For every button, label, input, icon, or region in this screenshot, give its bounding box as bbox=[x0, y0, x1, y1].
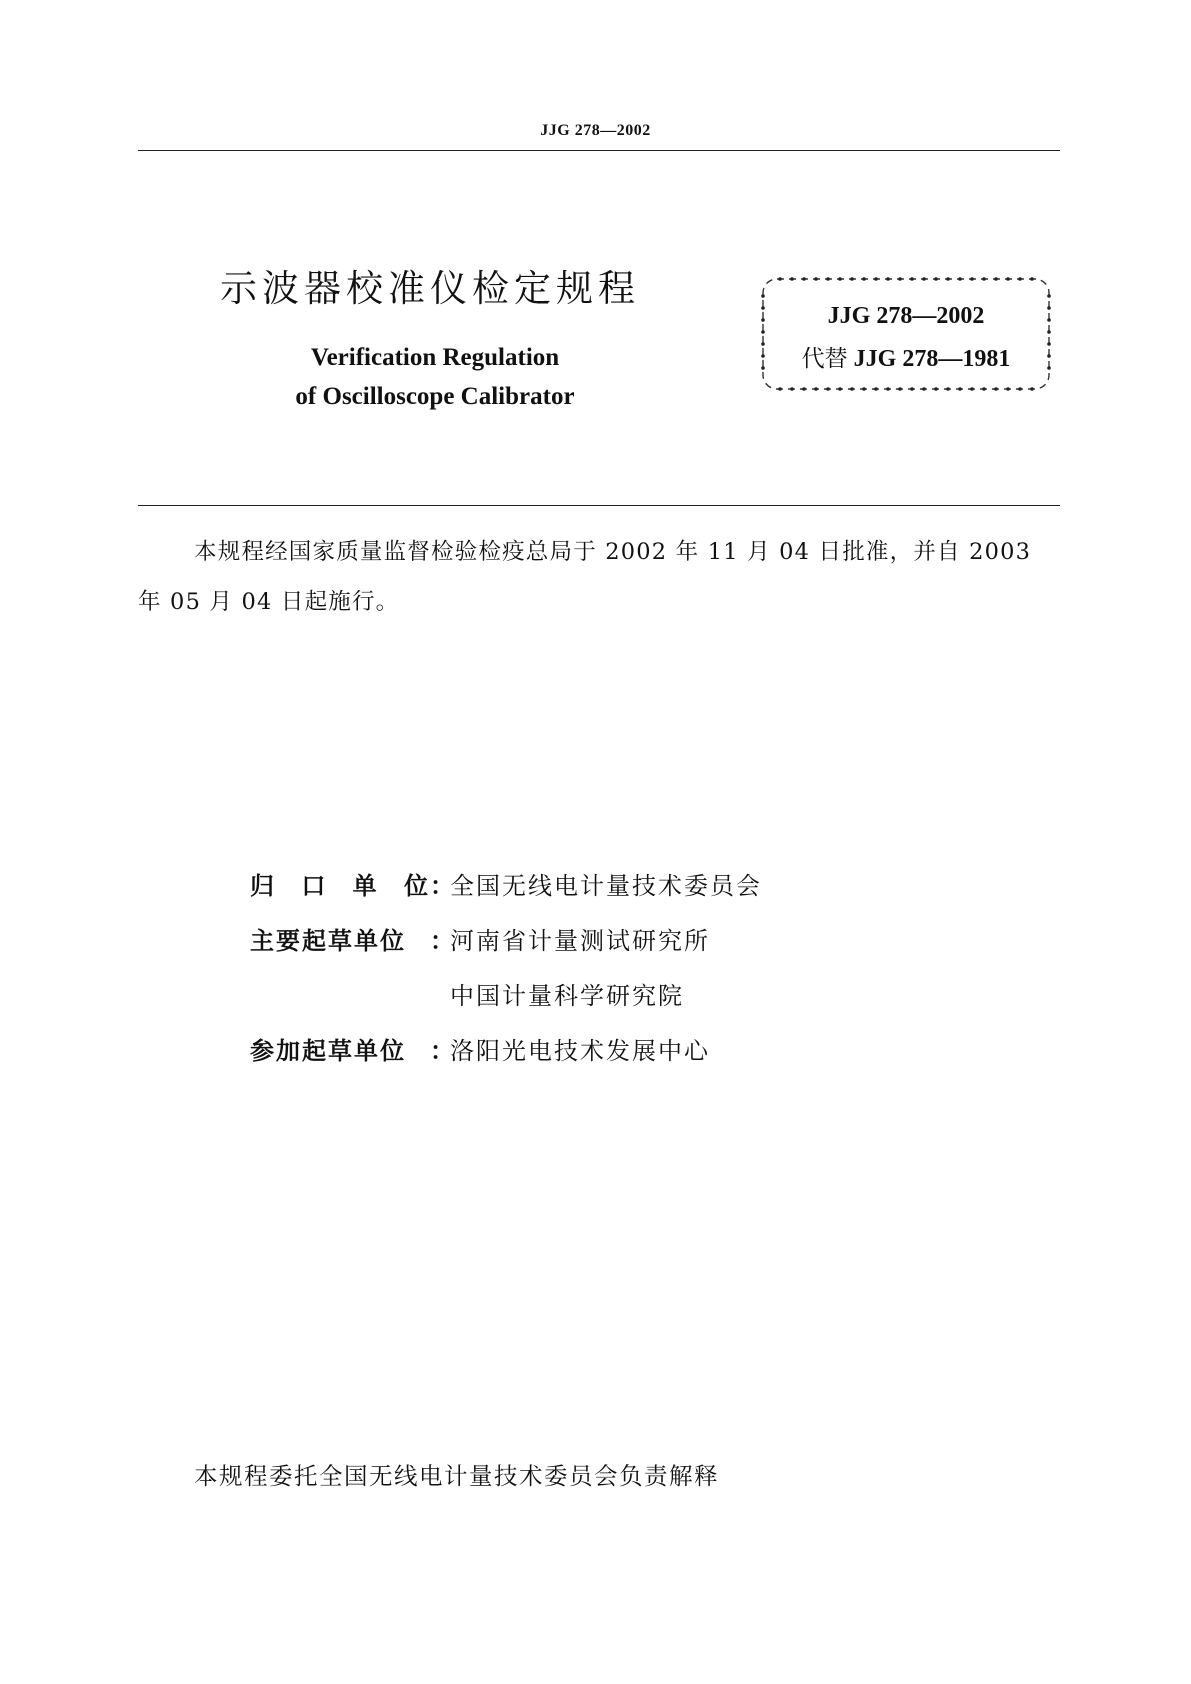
org-value-participating-drafting: 洛阳光电技术发展中心 bbox=[450, 1037, 710, 1065]
stamp-dot bbox=[898, 387, 902, 391]
stamp-dot bbox=[862, 277, 866, 281]
stamp-dot bbox=[838, 277, 842, 281]
stamp-dot bbox=[934, 277, 938, 281]
stamp-dot bbox=[790, 387, 794, 391]
stamp-dot bbox=[826, 387, 830, 391]
stamp-dot bbox=[761, 330, 765, 334]
stamp-dot bbox=[874, 277, 878, 281]
stamp-dot bbox=[1006, 387, 1010, 391]
stamp-dot bbox=[958, 387, 962, 391]
org-row-main-drafting bbox=[250, 921, 710, 973]
stamp-dot bbox=[1030, 277, 1034, 281]
stamp-code: JJG 278—2002 bbox=[827, 303, 985, 329]
org-label-responsible-unit bbox=[250, 866, 430, 918]
stamp-dot bbox=[922, 387, 926, 391]
interpretation-note: 本规程委托全国无线电计量技术委员会负责解释 bbox=[194, 1462, 719, 1490]
org-colon: ： bbox=[430, 1037, 454, 1065]
stamp-replaces bbox=[760, 340, 1052, 373]
org-label-char: 单 bbox=[352, 872, 379, 900]
stamp-dot bbox=[862, 387, 866, 391]
stamp-dot bbox=[982, 387, 986, 391]
stamp-dot bbox=[761, 294, 765, 298]
stamp-dot bbox=[778, 387, 782, 391]
stamp-dot bbox=[886, 277, 890, 281]
stamp-border-ornament bbox=[760, 276, 1052, 392]
header-standard-code: JJG 278—2002 bbox=[540, 122, 651, 139]
title-english-line-2: of Oscilloscope Calibrator bbox=[295, 383, 575, 410]
title-chinese: 示波器校准仪检定规程 bbox=[220, 267, 640, 310]
stamp-dot bbox=[910, 277, 914, 281]
stamp-replaces-code: JJG 278—1981 bbox=[853, 346, 1011, 372]
stamp-dot bbox=[1006, 277, 1010, 281]
org-row-main-drafting-2 bbox=[250, 976, 684, 1028]
org-label-char: 口 bbox=[301, 872, 328, 900]
stamp-dot bbox=[1030, 387, 1034, 391]
stamp-dot bbox=[1047, 330, 1051, 334]
title-english-line-1: Verification Regulation bbox=[310, 344, 560, 371]
stamp-dot bbox=[778, 277, 782, 281]
stamp-dot bbox=[946, 277, 950, 281]
org-row-responsible-unit bbox=[250, 866, 762, 918]
stamp-dot bbox=[886, 387, 890, 391]
header-rule bbox=[138, 150, 1060, 151]
section-rule bbox=[138, 505, 1060, 506]
stamp-dot bbox=[826, 277, 830, 281]
stamp-dot bbox=[802, 387, 806, 391]
org-label-char: 归 bbox=[250, 872, 276, 900]
stamp-dot bbox=[814, 387, 818, 391]
org-value-responsible-unit: 全国无线电计量技术委员会 bbox=[450, 872, 762, 900]
stamp-dot bbox=[994, 387, 998, 391]
stamp-dot bbox=[982, 277, 986, 281]
standard-code-stamp bbox=[760, 276, 1052, 392]
stamp-dot bbox=[1018, 277, 1022, 281]
stamp-dot bbox=[946, 387, 950, 391]
org-label-participating-drafting: 参加起草单位 bbox=[250, 1037, 406, 1065]
stamp-dot bbox=[1047, 294, 1051, 298]
org-label-empty bbox=[250, 976, 450, 1028]
stamp-dot bbox=[898, 277, 902, 281]
org-value-main-drafting-1: 河南省计量测试研究所 bbox=[450, 927, 710, 955]
stamp-dot bbox=[934, 387, 938, 391]
org-colon: ： bbox=[430, 927, 454, 955]
org-label-char: 位 bbox=[403, 872, 430, 900]
stamp-dot bbox=[838, 387, 842, 391]
stamp-dot bbox=[970, 277, 974, 281]
stamp-dot bbox=[958, 277, 962, 281]
stamp-dot bbox=[790, 277, 794, 281]
org-row-participating-drafting bbox=[250, 1031, 710, 1083]
stamp-dot bbox=[970, 387, 974, 391]
stamp-dot bbox=[814, 277, 818, 281]
stamp-dot bbox=[910, 387, 914, 391]
stamp-dot bbox=[874, 387, 878, 391]
stamp-dot bbox=[850, 277, 854, 281]
org-value-main-drafting-2: 中国计量科学研究院 bbox=[450, 982, 684, 1010]
stamp-dot bbox=[994, 277, 998, 281]
approval-paragraph: 本规程经国家质量监督检验检疫总局于 2002 年 11 月 04 日批准，并自 2003 年 05 月 04 日起施行。 bbox=[138, 539, 1032, 615]
stamp-dot bbox=[802, 277, 806, 281]
stamp-dot bbox=[922, 277, 926, 281]
org-colon: ： bbox=[430, 872, 454, 900]
stamp-dot bbox=[850, 387, 854, 391]
org-label-main-drafting: 主要起草单位 bbox=[250, 927, 406, 955]
stamp-replaces-prefix: 代替 bbox=[801, 346, 848, 372]
stamp-dot bbox=[1018, 387, 1022, 391]
